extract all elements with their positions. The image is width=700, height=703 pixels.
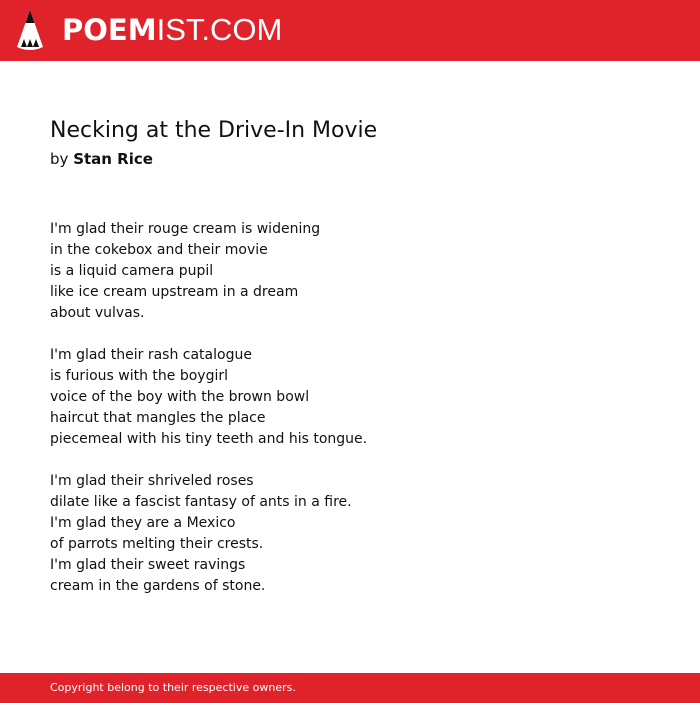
poem-line: I'm glad their rash catalogue — [50, 347, 252, 363]
copyright-notice: Copyright belong to their respective owners. — [50, 681, 296, 694]
poem-line: I'm glad their rouge cream is widening — [50, 221, 321, 237]
poem-line: I'm glad their shriveled roses — [50, 473, 254, 489]
poem-body — [50, 219, 650, 618]
poem-title: Necking at the Drive-In Movie — [50, 118, 378, 143]
poem-line: haircut that mangles the place — [50, 410, 266, 426]
site-logo[interactable] — [62, 12, 282, 48]
poem-line: voice of the boy with the brown bowl — [50, 389, 310, 405]
pencil-logo-icon[interactable] — [16, 9, 44, 51]
poem-line: I'm glad they are a Mexico — [50, 515, 236, 531]
poem-line: is furious with the boygirl — [50, 368, 229, 384]
stanza — [50, 471, 650, 597]
poem-line: about vulvas. — [50, 305, 145, 321]
poem-line: dilate like a fascist fantasy of ants in a fire. — [50, 494, 352, 510]
stanza — [50, 345, 650, 450]
poem-line: like ice cream upstream in a dream — [50, 284, 299, 300]
site-footer — [0, 673, 700, 703]
logo-light-text: IST.COM — [156, 12, 283, 47]
logo-bold-text: POEM — [62, 13, 157, 47]
poem-line: cream in the gardens of stone. — [50, 578, 266, 594]
byline-prefix: by — [50, 150, 69, 168]
poem-line: in the cokebox and their movie — [50, 242, 268, 258]
poem-line: is a liquid camera pupil — [50, 263, 214, 279]
poem-line: piecemeal with his tiny teeth and his tongue. — [50, 431, 368, 447]
poem-line: I'm glad their sweet ravings — [50, 557, 246, 573]
stanza — [50, 219, 650, 324]
poem-byline — [50, 148, 153, 170]
poem-line: of parrots melting their crests. — [50, 536, 264, 552]
poem-author: Stan Rice — [73, 150, 153, 168]
site-header — [0, 0, 700, 61]
